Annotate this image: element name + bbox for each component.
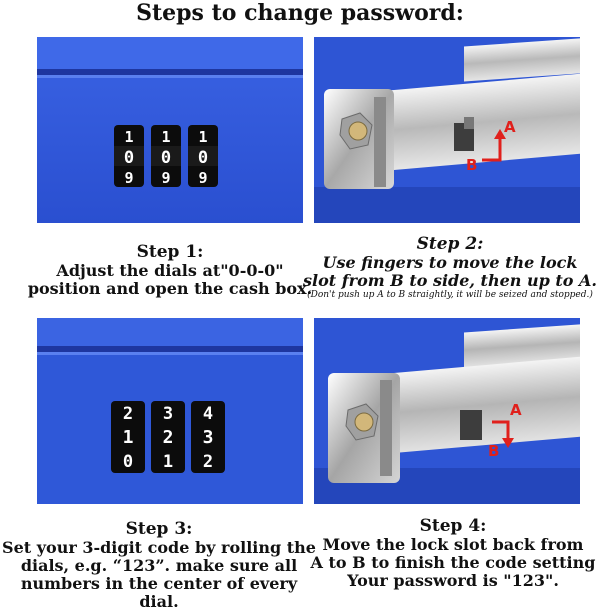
- code-dial1-top[interactable]: 2: [122, 404, 134, 424]
- code-dial3-mid[interactable]: 3: [202, 427, 214, 448]
- lock-slot-image: [314, 37, 580, 223]
- dial1-top[interactable]: 1: [124, 128, 134, 146]
- step2-photo: [314, 37, 580, 223]
- dial1-mid[interactable]: 0: [123, 148, 135, 168]
- code-dial1-bot[interactable]: 0: [122, 452, 134, 472]
- step4-heading: Step 4:: [419, 516, 487, 536]
- step3-line1: Set your 3-digit code by rolling the: [2, 538, 316, 557]
- step1-line1: Adjust the dials at"0-0-0": [56, 261, 284, 280]
- step1-line2: position and open the cash box.: [27, 279, 313, 298]
- step1-heading: Step 1:: [136, 242, 204, 262]
- step1-photo: [37, 37, 303, 223]
- step2-heading: Step 2:: [416, 234, 484, 254]
- step2-line2: slot from B to side, then up to A.: [303, 271, 597, 290]
- code-dial2-bot[interactable]: 1: [162, 452, 174, 472]
- code-dial1-mid[interactable]: 1: [122, 427, 134, 448]
- step3-line2: dials, e.g. “123”. make sure all: [20, 556, 298, 575]
- step2-caption: [300, 235, 600, 301]
- dial3-bot[interactable]: 9: [198, 169, 208, 187]
- code-dial3-bot[interactable]: 2: [202, 452, 214, 472]
- label-a: A: [504, 118, 516, 136]
- code-dial2-mid[interactable]: 2: [162, 427, 174, 448]
- label-b: B: [466, 156, 478, 174]
- dial2-bot[interactable]: 9: [161, 169, 171, 187]
- step4-photo: [314, 318, 580, 504]
- step4-line2: A to B to finish the code setting: [310, 553, 596, 572]
- dial1-bot[interactable]: 9: [124, 169, 134, 187]
- step2-note: (Don't push up A to B straightly, it will be seized and stopped.): [307, 290, 593, 300]
- cash-box-dials-code-image: [37, 318, 303, 504]
- code-dial3-top[interactable]: 4: [202, 404, 214, 424]
- step4-caption: [306, 517, 600, 590]
- step1-caption: [20, 243, 320, 298]
- cash-box-dials-image: [37, 37, 303, 223]
- lock-slot-return-image: [314, 318, 580, 504]
- step2-line1: Use fingers to move the lock: [322, 253, 578, 272]
- code-dial2-top[interactable]: 3: [162, 404, 174, 424]
- label-b: B: [488, 442, 500, 460]
- dial3-top[interactable]: 1: [198, 128, 208, 146]
- label-a: A: [510, 401, 522, 419]
- dial3-mid[interactable]: 0: [197, 148, 209, 168]
- page-title: Steps to change password:: [136, 0, 464, 26]
- step3-line3: numbers in the center of every dial.: [20, 574, 298, 611]
- step3-heading: Step 3:: [125, 519, 193, 539]
- step4-line1: Move the lock slot back from: [322, 535, 584, 554]
- dial2-mid[interactable]: 0: [160, 148, 172, 168]
- step3-caption: [0, 520, 318, 611]
- step4-line3: Your password is "123".: [347, 571, 559, 590]
- dial2-top[interactable]: 1: [161, 128, 171, 146]
- step3-photo: [37, 318, 303, 504]
